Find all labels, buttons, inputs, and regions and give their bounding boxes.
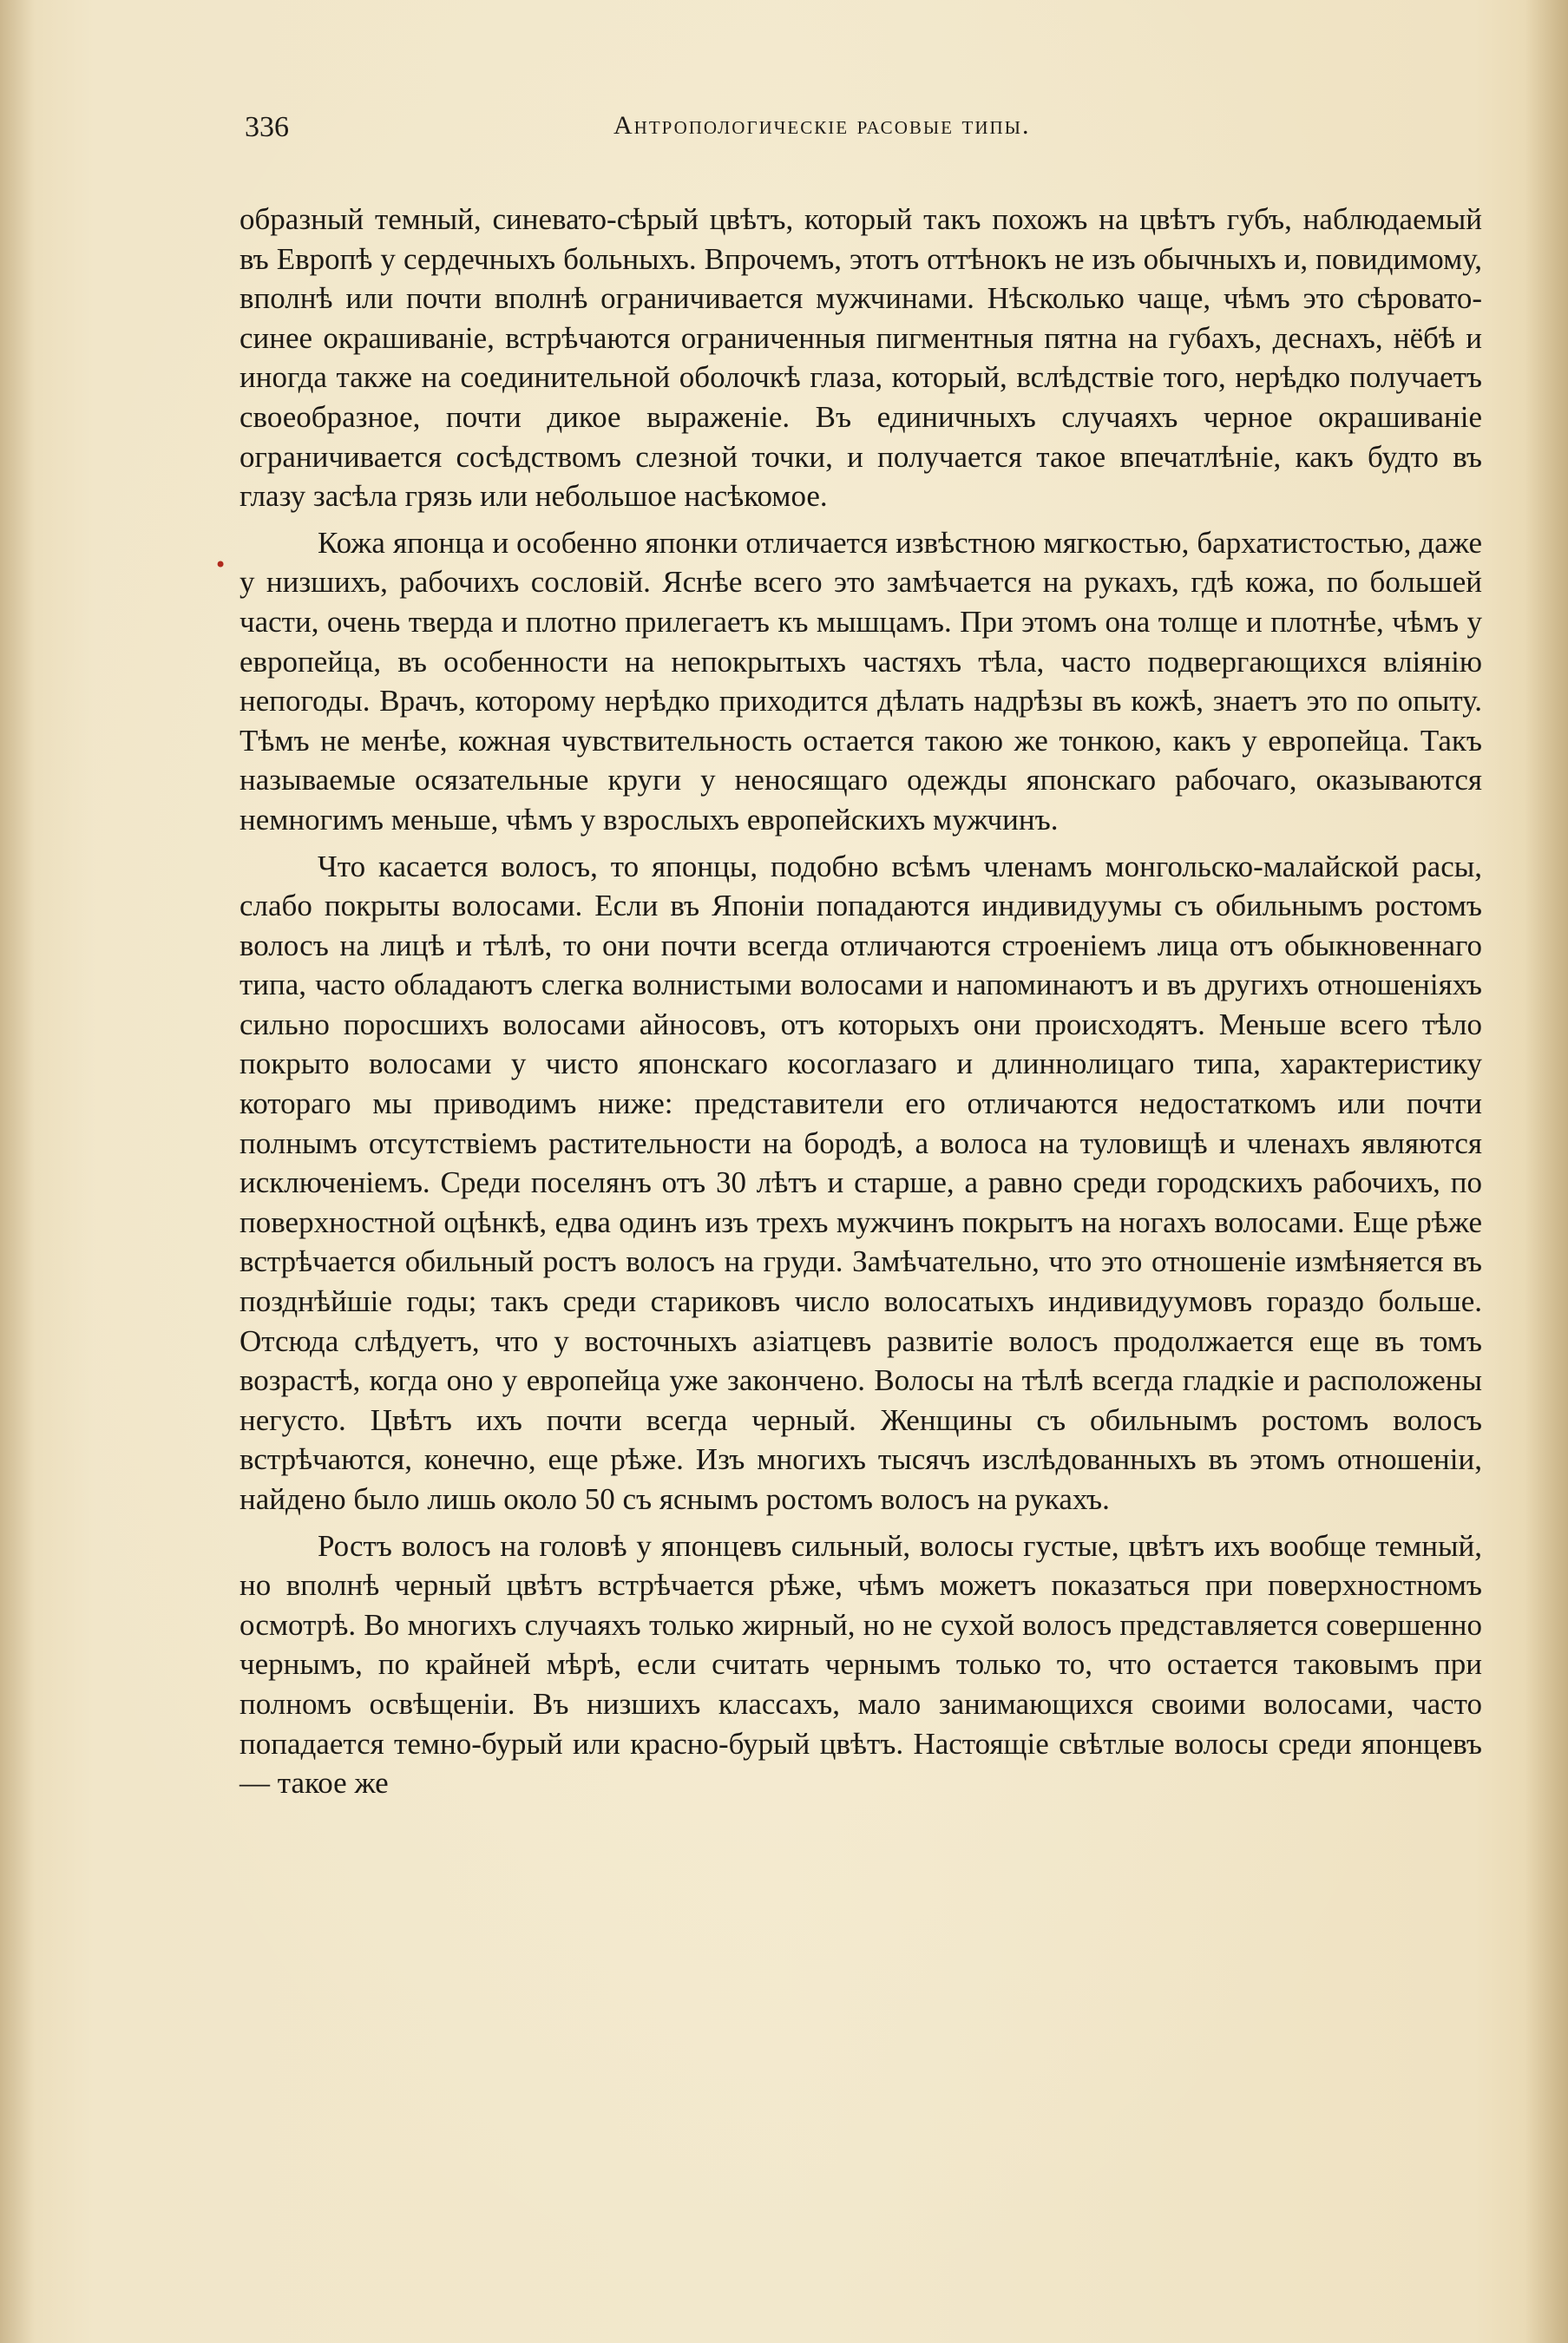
body-text — [239, 200, 1482, 1803]
page-edge-shadow-right — [1525, 0, 1568, 2343]
margin-dot-mark: • — [214, 553, 227, 577]
page-edge-shadow-left — [0, 0, 35, 2343]
paragraph-body-hair: Что касается волосъ, то японцы, подобно всѣмъ членамъ монгольско-малайской расы, слабо покрыты волосами. Если въ Японiи попадаются индивидуумы съ обильнымъ ростомъ волосъ на лицѣ и тѣлѣ, то они почти всегда отличаются строенiемъ лица отъ обыкновеннаго типа, часто обладаютъ слегка волнистыми волосами и напоминаютъ и въ другихъ отношенiяхъ сильно поросшихъ волосами айносовъ, отъ которыхъ они происходятъ. Меньше всего тѣло покрыто волосами у чисто японскаго косоглазаго и длиннолицаго типа, характеристику котораго мы приводимъ ниже: представители его отличаются недостаткомъ или почти полнымъ отсутствiемъ растительности на бородѣ, а волоса на туловищѣ и членахъ являются исключенiемъ. Среди поселянъ отъ 30 лѣтъ и старше, а равно среди городскихъ рабочихъ, по поверхностной оцѣнкѣ, едва одинъ изъ трехъ мужчинъ покрытъ на ногахъ волосами. Еще рѣже встрѣчается обильный ростъ волосъ на груди. Замѣчательно, что это отношенiе измѣняется въ позднѣйшiе годы; такъ среди стариковъ число волосатыхъ индивидуумовъ гораздо больше. Отсюда слѣдуетъ, что у восточныхъ азiатцевъ развитiе волосъ продолжается еще въ томъ возрастѣ, когда оно у европейца уже закончено. Волосы на тѣлѣ всегда гладкiе и расположены негусто. Цвѣтъ ихъ почти всегда черный. Женщины съ обильнымъ ростомъ волосъ встрѣчаются, конечно, еще рѣже. Изъ многихъ тысячъ изслѣдованныхъ въ этомъ отношенiи, найдено было лишь около 50 съ яснымъ ростомъ волосъ на рукахъ. — [239, 849, 1482, 1516]
paragraph-head-hair: Ростъ волосъ на головѣ у японцевъ сильный, волосы густые, цвѣтъ ихъ вообще темный, но вполнѣ черный цвѣтъ встрѣчается рѣже, чѣмъ можетъ показаться при поверхностномъ осмотрѣ. Во многихъ случаяхъ только жирный, но не сухой волосъ представляется совершенно чернымъ, по крайней мѣрѣ, если считать чернымъ только то, что остается таковымъ при полномъ освѣщенiи. Въ низшихъ классахъ, мало занимающихся своими волосами, часто попадается темно-бурый или красно-бурый цвѣтъ. Настоящiе свѣтлые волосы среди японцевъ — такое же — [239, 1528, 1482, 1801]
running-title: Антропологическiе расовые типы. — [613, 111, 1031, 140]
paragraph-continuation: образный темный, синевато-сѣрый цвѣтъ, который такъ похожъ на цвѣтъ губъ, наблюдаемый въ Европѣ у сердечныхъ больныхъ. Впрочемъ, этотъ оттѣнокъ не изъ обычныхъ и, повидимому, вполнѣ или почти вполнѣ ограничивается мужчинами. Нѣсколько чаще, чѣмъ это сѣровато-синее окрашиванiе, встрѣчаются ограниченныя пигментныя пятна на губахъ, деснахъ, нёбѣ и иногда также на соединительной оболочкѣ глаза, который, вслѣдствiе того, нерѣдко получаетъ своеобразное, почти дикое выраженiе. Въ единичныхъ случаяхъ черное окрашиванiе ограничивается сосѣдствомъ слезной точки, и получается такое впечатлѣнiе, какъ будто въ глазу засѣла грязь или небольшое насѣкомое. — [239, 202, 1482, 514]
page-number: 336 — [245, 111, 289, 143]
paragraph-skin: Кожа японца и особенно японки отличается извѣстною мягкостью, бархатистостью, даже у низшихъ, рабочихъ сословiй. Яснѣе всего это замѣчается на рукахъ, гдѣ кожа, по большей части, очень тверда и плотно прилегаетъ къ мышцамъ. При этомъ она толще и плотнѣе, чѣмъ у европейца, въ особенности на непокрытыхъ частяхъ тѣла, часто подвергающихся влiянiю непогоды. Врачъ, которому нерѣдко приходится дѣлать надрѣзы въ кожѣ, знаетъ это по опыту. Тѣмъ не менѣе, кожная чувствительность остается такою же тонкою, какъ у европейца. Такъ называемые осязательные круги у неносящаго одежды японскаго рабочаго, оказываются немногимъ меньше, чѣмъ у взрослыхъ европейскихъ мужчинъ. — [239, 525, 1482, 837]
page-header — [245, 111, 1130, 154]
